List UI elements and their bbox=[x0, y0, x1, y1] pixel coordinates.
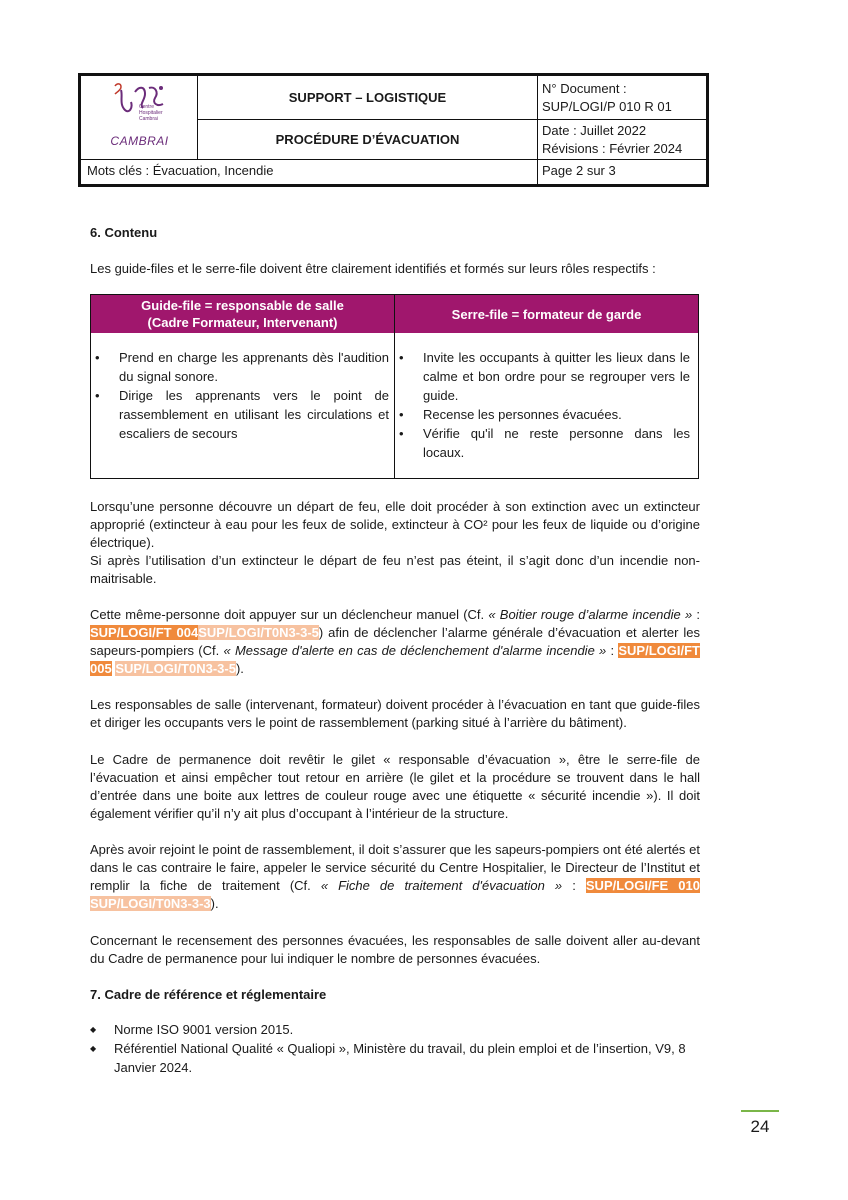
list-item: ◆ Référentiel National Qualité « Qualiopi », Ministère du travail, du plein emploi et de l’insertion, V9, 8 Janvier 2024. bbox=[90, 1039, 700, 1077]
guide-file-header-line2: (Cadre Formateur, Intervenant) bbox=[147, 315, 338, 330]
guide-file-header bbox=[91, 295, 395, 333]
paragraph-rally-point: Après avoir rejoint le point de rassemblement, il doit s’assurer que les sapeurs-pompiers ont été alertés et dans le cas contraire le faire, appeler le service sécurité du Centre Hospitalier, le Directeur de l’Institut et remplir la fiche de traitement (Cf. « Fiche de traitement d'évacuation » : SUP/LOGI/FE 010 SUP/LOGI/T0N3-3-3). bbox=[90, 842, 700, 911]
section-heading-contenu: 6. Contenu bbox=[90, 225, 158, 240]
list-item: ◆ Norme ISO 9001 version 2015. bbox=[90, 1020, 700, 1039]
paragraph-extinguisher: Lorsqu’une personne découvre un départ de feu, elle doit procéder à son extinction avec un extincteur approprié (extincteur à eau pour les feux de solide, extincteur à CO² pour les feux de liquide ou d’origine électrique). bbox=[90, 499, 700, 550]
list-item: • Prend en charge les apprenants dès l'audition du signal sonore. bbox=[93, 348, 389, 386]
reference-link[interactable]: SUP/LOGI/T0N3-3-3 bbox=[90, 896, 211, 911]
page-indicator: Page 2 sur 3 bbox=[542, 163, 616, 178]
document-number-label: N° Document : bbox=[542, 81, 627, 96]
paragraph-manual-alarm: Cette même-personne doit appuyer sur un déclencheur manuel (Cf. « Boitier rouge d’alarme incendie » : SUP/LOGI/FT 004SUP/LOGI/T0N3-3-5) afin de déclencher l’alarme générale d’évacuation et alerter les sapeurs-pompiers (Cf. « Message d'alerte en cas de déclenchement d'alarme incendie » : SUP/LOGI/FT 005 SUP/LOGI/T0N3-3-5). bbox=[90, 607, 700, 676]
date-cell bbox=[538, 120, 706, 160]
logo-subtitle: Centre Hospitalier Cambrai bbox=[139, 104, 163, 122]
intro-paragraph: Les guide-files et le serre-file doivent être clairement identifiés et formés sur leurs rôles respectifs : bbox=[90, 261, 656, 276]
list-item: • Dirige les apprenants vers le point de rassemblement en utilisant les circulations et escaliers de secours bbox=[93, 386, 389, 443]
document-revisions: Révisions : Février 2024 bbox=[542, 141, 683, 156]
paragraph-room-managers: Les responsables de salle (intervenant, formateur) doivent procéder à l’évacuation en tant que guide-files et diriger les occupants vers le point de rassemblement (parking situé à l’arrière du bâtiment). bbox=[90, 697, 700, 730]
references-list bbox=[90, 1020, 700, 1077]
keywords: Mots clés : Évacuation, Incendie bbox=[81, 160, 538, 184]
serre-file-header: Serre-file = formateur de garde bbox=[395, 295, 698, 333]
reference-link[interactable]: SUP/LOGI/T0N3-3-5 bbox=[198, 625, 319, 640]
paragraph-cadre-permanence: Le Cadre de permanence doit revêtir le gilet « responsable d’évacuation », être le serre-file de l’évacuation et ainsi empêcher tout retour en arrière (le gilet et la procédure se trouvent dans le hall d’entrée dans une boite aux lettres de couleur rouge avec une étiquette « sécurité incendie »). Il doit également vérifier qu’il n’y ait plus d’occupant à l’intérieur de la structure. bbox=[90, 752, 700, 821]
guide-file-column bbox=[91, 333, 395, 478]
list-item: • Recense les personnes évacuées. bbox=[397, 405, 690, 424]
reference-link[interactable]: SUP/LOGI/FT 004 bbox=[90, 625, 199, 640]
guide-file-header-line1: Guide-file = responsable de salle bbox=[141, 298, 344, 313]
header-title-procedure: PROCÉDURE D’ÉVACUATION bbox=[198, 120, 538, 160]
paragraph-fire-discovery bbox=[90, 498, 700, 588]
reference-link[interactable]: SUP/LOGI/FT 005 bbox=[90, 643, 700, 676]
paragraph-non-controllable: Si après l’utilisation d’un extincteur le départ de feu n’est pas éteint, il s’agit donc d’un incendie non-maitrisable. bbox=[90, 553, 700, 586]
institution-logo bbox=[81, 76, 198, 160]
footer-divider bbox=[741, 1110, 779, 1112]
header-title-support: SUPPORT – LOGISTIQUE bbox=[198, 76, 538, 120]
page-number: 24 bbox=[750, 1117, 770, 1136]
paragraph-census: Concernant le recensement des personnes évacuées, les responsables de salle doivent aller au-devant du Cadre de permanence pour lui indiquer le nombre de personnes évacuées. bbox=[90, 933, 700, 966]
document-date: Date : Juillet 2022 bbox=[542, 123, 647, 138]
list-item: • Invite les occupants à quitter les lieux dans le calme et bon ordre pour se regrouper vers le guide. bbox=[397, 348, 690, 405]
list-item: • Vérifie qu'il ne reste personne dans les locaux. bbox=[397, 424, 690, 462]
roles-table bbox=[90, 294, 699, 479]
logo-city-name: CAMBRAI bbox=[110, 134, 169, 148]
document-number-cell bbox=[538, 76, 706, 120]
serre-file-column bbox=[395, 333, 698, 478]
section-heading-references: 7. Cadre de référence et réglementaire bbox=[90, 987, 327, 1002]
reference-link[interactable]: SUP/LOGI/FE 010 bbox=[585, 878, 700, 893]
reference-link[interactable]: SUP/LOGI/T0N3-3-5 bbox=[115, 661, 236, 676]
document-number-value: SUP/LOGI/P 010 R 01 bbox=[542, 99, 672, 114]
document-header-table bbox=[78, 73, 709, 187]
